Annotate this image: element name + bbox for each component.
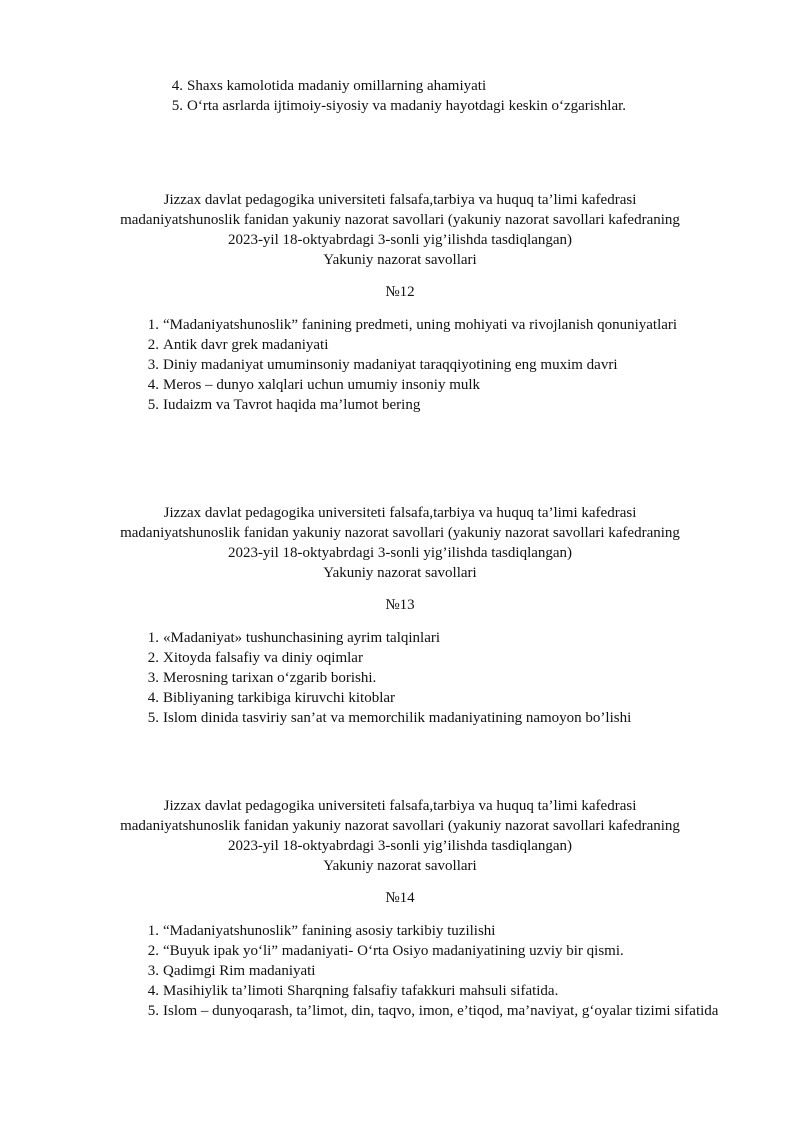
list-item-text: Iudaizm va Tavrot haqida ma’lumot bering (163, 397, 421, 413)
exam-ticket-14 (0, 796, 800, 1021)
list-item-text: Merosning tarixan o‘zgarib borishi. (163, 670, 377, 686)
header-line: madaniyatshunoslik fanidan yakuniy nazorat savollari (yakuniy nazorat savollari kafedraning (120, 525, 680, 541)
question-list (147, 315, 723, 415)
header-subtitle: Yakuniy nazorat savollari (323, 858, 477, 874)
list-item-number: 4. (147, 690, 159, 706)
list-item-text: Diniy madaniyat umuminsoniy madaniyat taraqqiyotining eng muxim davri (163, 357, 618, 373)
list-item (171, 76, 747, 96)
list-item-text: Antik davr grek madaniyati (163, 337, 329, 353)
ticket-number: №13 (385, 597, 415, 613)
list-item (147, 668, 723, 688)
list-item (147, 375, 723, 395)
list-item (147, 941, 723, 961)
list-item-number: 2. (147, 337, 159, 353)
ticket-header (80, 190, 720, 270)
list-item (147, 355, 723, 375)
list-item-number: 2. (147, 650, 159, 666)
list-item (147, 961, 723, 981)
header-line: 2023-yil 18-oktyabrdagi 3-sonli yig’ilishda tasdiqlangan) (227, 232, 573, 248)
question-list (147, 628, 723, 728)
list-item (147, 688, 723, 708)
list-item (147, 1001, 723, 1021)
header-line: madaniyatshunoslik fanidan yakuniy nazorat savollari (yakuniy nazorat savollari kafedraning (120, 818, 680, 834)
list-item-text: Shaxs kamolotida madaniy omillarning ahamiyati (187, 78, 487, 94)
exam-ticket-12 (0, 190, 800, 415)
list-item (147, 628, 723, 648)
list-item-number: 2. (147, 943, 159, 959)
list-item-text: Islom – dunyoqarash, ta’limot, din, taqvo, imon, e’tiqod, ma’naviyat, g‘oyalar tizimi sifatida (163, 1003, 719, 1019)
list-item-text: O‘rta asrlarda ijtimoiy-siyosiy va madaniy hayotdagi keskin o‘zgarishlar. (187, 98, 627, 114)
list-item-number: 4. (147, 377, 159, 393)
list-item-text: Qadimgi Rim madaniyati (163, 963, 316, 979)
list-item-number: 5. (147, 397, 159, 413)
list-item-text: «Madaniyat» tushunchasining ayrim talqinlari (163, 630, 441, 646)
header-line: Jizzax davlat pedagogika universiteti falsafa,tarbiya va huquq ta’limi kafedrasi (163, 505, 637, 521)
header-line: Jizzax davlat pedagogika universiteti falsafa,tarbiya va huquq ta’limi kafedrasi (163, 192, 637, 208)
header-subtitle: Yakuniy nazorat savollari (323, 565, 477, 581)
header-line: 2023-yil 18-oktyabrdagi 3-sonli yig’ilishda tasdiqlangan) (227, 545, 573, 561)
header-line: madaniyatshunoslik fanidan yakuniy nazorat savollari (yakuniy nazorat savollari kafedraning (120, 212, 680, 228)
list-item-number: 1. (147, 317, 159, 333)
list-item (147, 335, 723, 355)
list-item-number: 1. (147, 923, 159, 939)
list-item-text: Xitoyda falsafiy va diniy oqimlar (163, 650, 363, 666)
list-item (171, 96, 747, 116)
list-item-number: 5. (147, 1003, 159, 1019)
continued-question-list (171, 76, 747, 116)
list-item-number: 3. (147, 357, 159, 373)
list-item-text: Masihiylik ta’limoti Sharqning falsafiy tafakkuri mahsuli sifatida. (163, 983, 559, 999)
list-item (147, 921, 723, 941)
list-item-number: 4. (171, 78, 183, 94)
list-item-number: 1. (147, 630, 159, 646)
list-item-number: 4. (147, 983, 159, 999)
list-item-text: Bibliyaning tarkibiga kiruvchi kitoblar (163, 690, 396, 706)
ticket-number: №14 (385, 890, 415, 906)
ticket-number: №12 (385, 284, 415, 300)
list-item (147, 648, 723, 668)
list-item (147, 315, 723, 335)
list-item-number: 3. (147, 670, 159, 686)
list-item-number: 5. (147, 710, 159, 726)
list-item-text: “Madaniyatshunoslik” fanining asosiy tarkibiy tuzilishi (163, 923, 496, 939)
list-item-number: 3. (147, 963, 159, 979)
ticket-header (80, 503, 720, 583)
list-item-text: “Buyuk ipak yo‘li” madaniyati- O‘rta Osiyo madaniyatining uzviy bir qismi. (163, 943, 624, 959)
list-item-text: “Madaniyatshunoslik” fanining predmeti, uning mohiyati va rivojlanish qonuniyatlari (163, 317, 678, 333)
header-line: Jizzax davlat pedagogika universiteti falsafa,tarbiya va huquq ta’limi kafedrasi (163, 798, 637, 814)
list-item-text: Islom dinida tasviriy san’at va memorchilik madaniyatining namoyon bo’lishi (163, 710, 632, 726)
header-line: 2023-yil 18-oktyabrdagi 3-sonli yig’ilishda tasdiqlangan) (227, 838, 573, 854)
ticket-header (80, 796, 720, 876)
list-item-number: 5. (171, 98, 183, 114)
header-subtitle: Yakuniy nazorat savollari (323, 252, 477, 268)
question-list (147, 921, 723, 1021)
list-item (147, 708, 723, 728)
list-item (147, 395, 723, 415)
list-item-text: Meros – dunyo xalqlari uchun umumiy insoniy mulk (163, 377, 481, 393)
list-item (147, 981, 723, 1001)
exam-ticket-13 (0, 503, 800, 728)
